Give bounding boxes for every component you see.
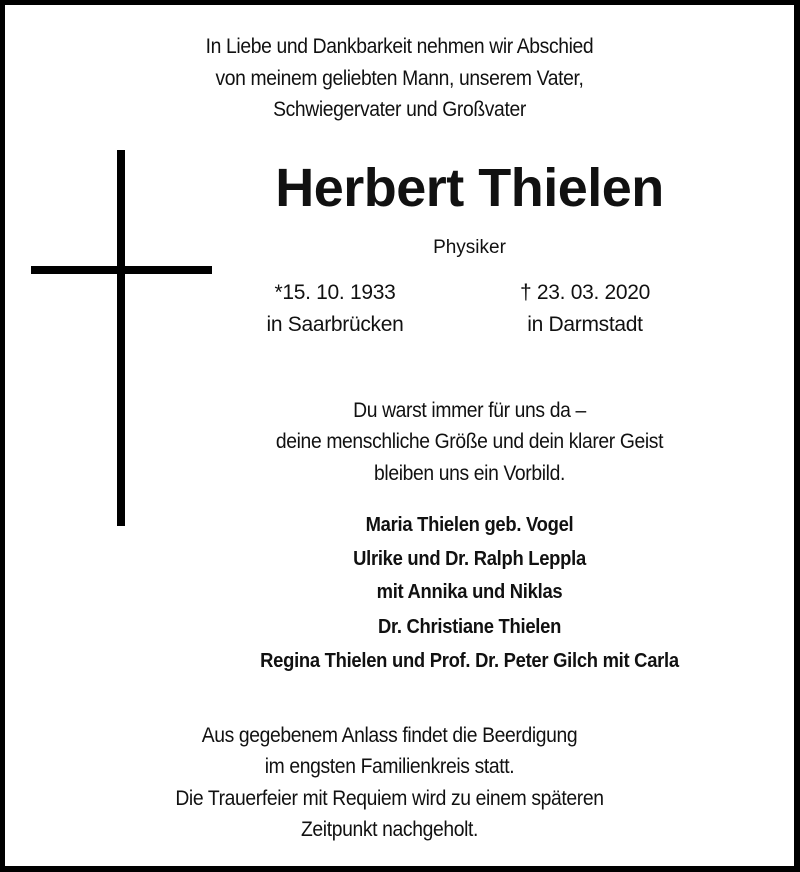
quote-line: deine menschliche Größe und dein klarer Geist bbox=[275, 430, 664, 453]
death-date: † 23. 03. 2020 bbox=[519, 281, 651, 304]
family-line: Maria Thielen geb. Vogel bbox=[365, 514, 574, 536]
intro-line: von meinem geliebten Mann, unserem Vater, bbox=[215, 67, 584, 90]
intro-line: In Liebe und Dankbarkeit nehmen wir Abschied bbox=[205, 35, 594, 58]
notice-line: Aus gegebenem Anlass findet die Beerdigung bbox=[201, 724, 578, 747]
family-line: Dr. Christiane Thielen bbox=[377, 616, 562, 638]
birth-place: in Saarbrücken bbox=[266, 313, 404, 336]
notice-line: im engsten Familienkreis statt. bbox=[264, 755, 515, 778]
family-line: Ulrike und Dr. Ralph Leppla bbox=[353, 548, 586, 570]
family-line: Regina Thielen und Prof. Dr. Peter Gilch mit Carla bbox=[260, 650, 679, 672]
quote-line: Du warst immer für uns da – bbox=[353, 399, 586, 422]
birth-date: *15. 10. 1933 bbox=[274, 281, 396, 304]
notice-line: Zeitpunkt nachgeholt. bbox=[300, 818, 479, 841]
quote-line: bleiben uns ein Vorbild. bbox=[374, 462, 565, 485]
deceased-name: Herbert Thielen bbox=[275, 158, 664, 218]
intro-line: Schwiegervater und Großvater bbox=[273, 98, 526, 121]
notice-line: Die Trauerfeier mit Requiem wird zu einem späteren bbox=[175, 787, 604, 810]
deceased-occupation: Physiker bbox=[433, 237, 506, 258]
family-line: mit Annika und Niklas bbox=[376, 581, 563, 603]
death-place: in Darmstadt bbox=[527, 313, 643, 336]
cross-horizontal-bar bbox=[31, 266, 212, 274]
obituary-card bbox=[5, 5, 794, 866]
